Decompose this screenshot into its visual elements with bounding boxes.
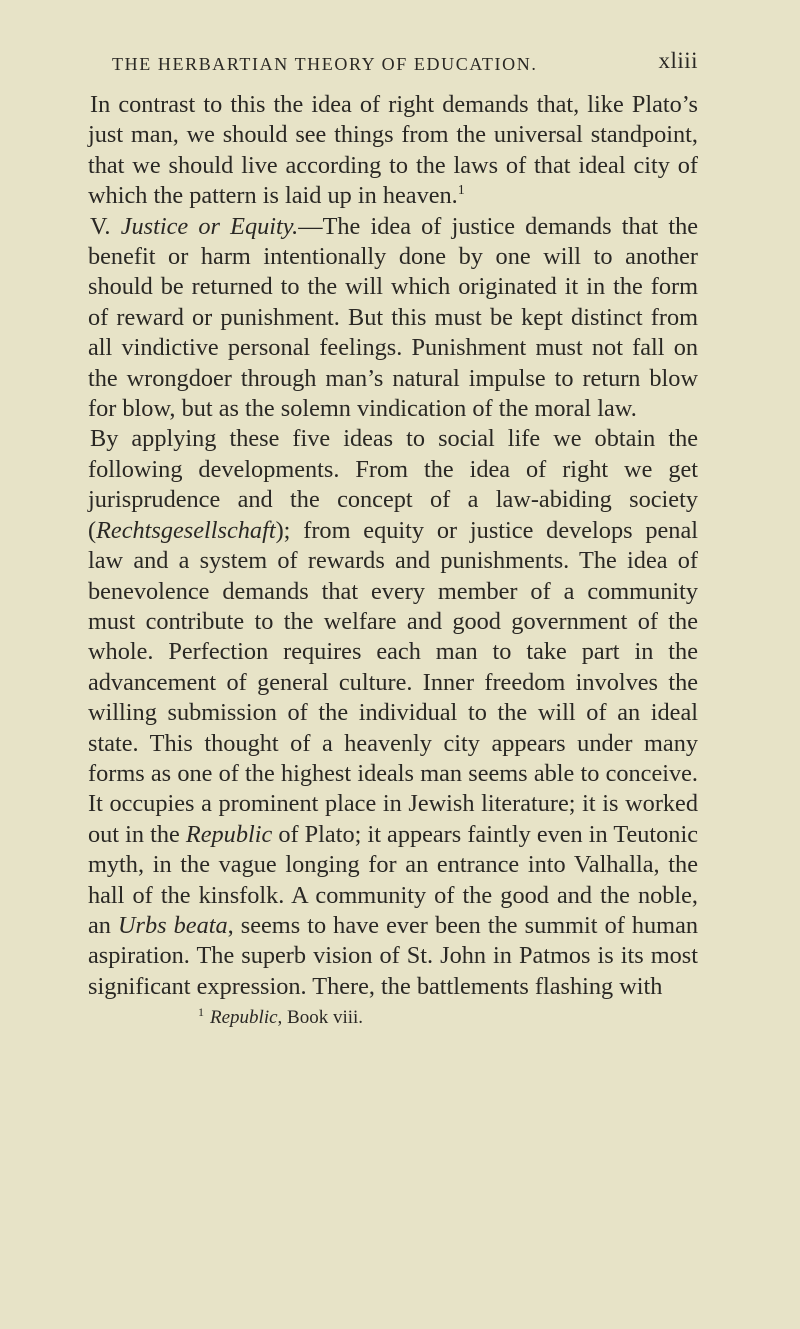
section-heading: Justice or Equity. [120,212,299,240]
book-page [0,46,800,1329]
paragraph-text-part: , seems to have ever been the summit of human aspiration. The superb vision of St. John in Patmos is its most significant expression. There, the battlements flashing with [88,911,699,1000]
paragraph-social-life [88,424,698,1002]
footnote-reference: 1 [457,183,465,199]
paragraph-right-text: In contrast to this the idea of right demands that, like Plato’s just man, we should see things from the universal standpoint, that we should live according to the laws of that ideal city of which the pattern is laid up in heaven. [88,91,698,210]
paragraph-justice [88,212,698,425]
paragraph-text-part: By applying these five ideas to social life we obtain the following developments. From the idea of right we get jurisprudence and the concept of a law-abiding society ( [88,425,698,544]
paragraph-right [88,90,698,212]
work-title-republic: Republic [185,820,273,848]
latin-phrase: Urbs beata [118,911,228,939]
section-numeral: V. [90,212,111,240]
footnote [88,1006,698,1030]
running-head [88,46,698,76]
footnote-mark: 1 [198,1004,204,1019]
page-number: xliii [658,48,698,73]
paragraph-justice-text: —The idea of justice demands that the benefit or harm intentionally done by one will to another should be returned to the will which originated it in the form of reward or punishment. But this must be kept distinct from all vindictive personal feelings. Punishment must not fall on the wrongdoer through man’s natural impulse to return blow for blow, but as the solemn vindication of the moral law. [88,212,699,423]
body-text [88,90,698,1002]
paragraph-text-part: ); from equity or justice develops penal law and a system of rewards and punishments. The idea of benevolence demands that every member of a community must contribute to the welfare and good government of the whole. Perfection requires each man to take part in the advancement of general culture. Inner freedom involves the willing submission of the individual to the will of an ideal state. This thought of a heavenly city appears under many forms as one of the highest ideals man seems able to conceive. It occupies a prominent place in Jewish literature; it is worked out in the [88,516,698,848]
paragraph-text-part: of Plato; it appears faintly even in Teutonic myth, in the vague longing for an entrance into Valhalla, the hall of the kinsfolk. A community of the good and the noble, an [88,820,698,939]
footnote-title: Republic [210,1007,278,1029]
german-term: Rechtsgesellschaft [96,516,276,544]
running-title: THE HERBARTIAN THEORY OF EDUCATION. [112,54,538,74]
footnote-text: , Book viii. [277,1007,364,1029]
